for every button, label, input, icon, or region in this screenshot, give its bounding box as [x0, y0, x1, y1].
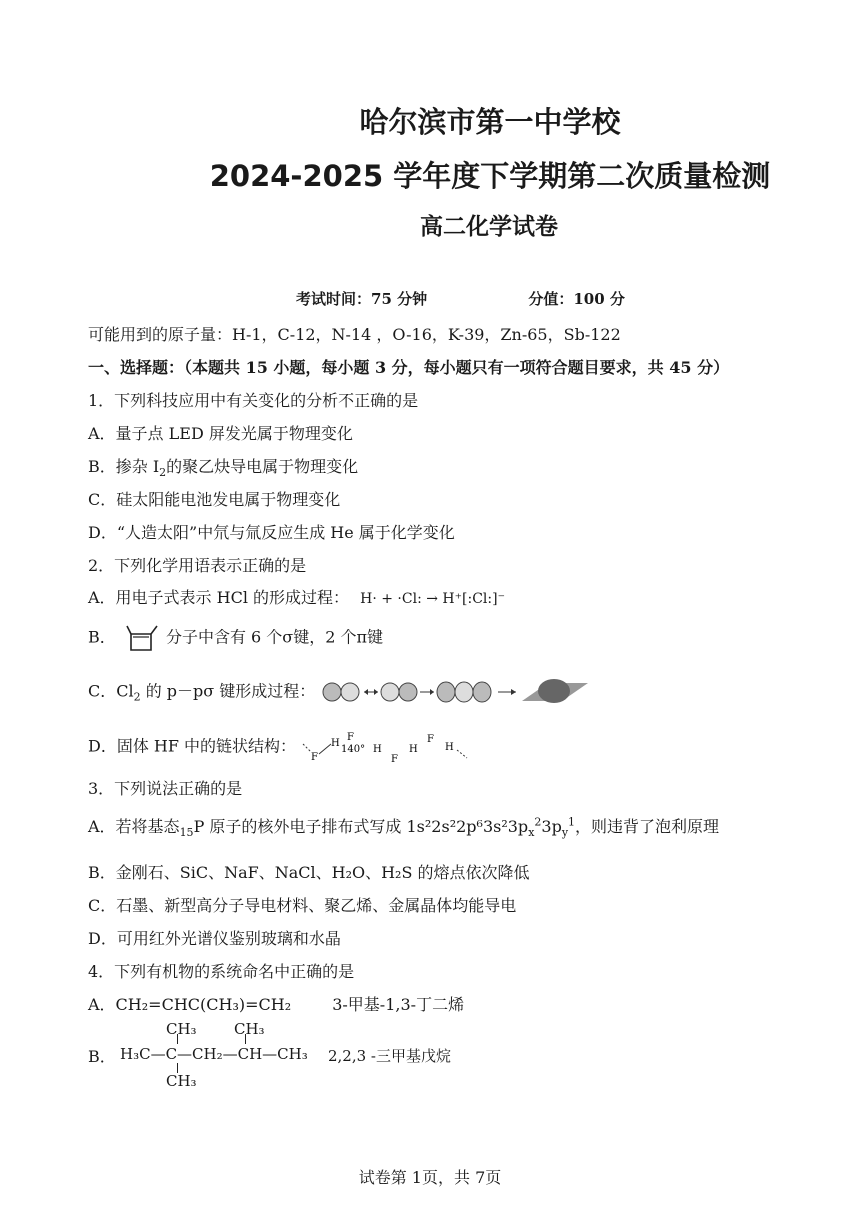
- q2-option-a: [88, 585, 505, 608]
- school-title: 哈尔滨市第一中学校: [359, 105, 621, 139]
- q1-option-a: A．量子点 LED 屏发光属于物理变化: [88, 424, 353, 443]
- atomic-masses: 可能用到的原子量：H-1，C-12，N-14 ，O-16，K-39，Zn-65，Sb-122: [88, 325, 621, 344]
- q2-c-sub: 2: [133, 690, 141, 704]
- svg-text:F: F: [347, 732, 355, 743]
- svg-text:H: H: [331, 738, 340, 749]
- q4-b-bond-top2: [245, 1034, 246, 1044]
- q3-option-d: D．可用红外光谱仪鉴别玻璃和水晶: [88, 929, 341, 948]
- p-orbital-overlap-diagram-icon: [320, 675, 590, 709]
- svg-text:F: F: [311, 752, 319, 763]
- q4-b-bond-top1: [177, 1034, 178, 1044]
- q1-b-sub: 2: [159, 466, 167, 480]
- q3-option-a: [88, 814, 719, 839]
- hf-angle-label: 140°: [341, 744, 366, 755]
- q2-stem: 2．下列化学用语表示正确的是: [88, 556, 307, 575]
- svg-text:H: H: [373, 744, 382, 755]
- q3-a-post: ，则违背了泡利原理: [575, 817, 720, 836]
- q3-a-py: 3p: [541, 817, 562, 836]
- q4-b-name: 2,2,3 -三甲基戊烷: [328, 1047, 452, 1065]
- q4-b-ch3-bottom: CH₃: [166, 1072, 197, 1090]
- exam-meta: [296, 288, 625, 309]
- q3-option-b: B．金刚石、SiC、NaF、NaCl、H₂O、H₂S 的熔点依次降低: [88, 863, 530, 882]
- q3-option-c: C．石墨、新型高分子导电材料、聚乙烯、金属晶体均能导电: [88, 896, 517, 915]
- q4-a-name: 3-甲基-1,3-丁二烯: [332, 995, 465, 1014]
- q3-a-py-exp: 1: [568, 815, 576, 829]
- q4-b-label: B．: [88, 1047, 116, 1066]
- q1-option-b: [88, 454, 358, 479]
- q3-stem: 3．下列说法正确的是: [88, 779, 243, 798]
- section-heading: 一、选择题：（本题共 15 小题，每小题 3 分，每小题只有一项符合题目要求，共 45 分）: [88, 358, 730, 377]
- cyclobutene-structure-icon: [121, 622, 161, 654]
- q3-a-mid: P 原子的核外电子排布式写成 1s²2s²2p⁶3s²3p: [193, 817, 529, 836]
- q1-option-d: D．“人造太阳”中氘与氚反应生成 He 属于化学变化: [88, 523, 455, 542]
- q2-c-pre: C．Cl: [88, 681, 134, 701]
- page-footer: 试卷第 1页，共 7页: [358, 1168, 502, 1187]
- q4-option-a: [88, 992, 464, 1015]
- q1-stem: 1．下列科技应用中有关变化的分析不正确的是: [88, 391, 419, 410]
- svg-text:H: H: [409, 744, 418, 755]
- q1-b-post: 的聚乙炔导电属于物理变化: [166, 457, 359, 476]
- q2-b-label: B．: [88, 627, 116, 647]
- q4-b-ch3-top1: CH₃: [166, 1020, 197, 1038]
- q2-c-post: 的 p－pσ 键形成过程：: [140, 681, 316, 701]
- svg-text:F: F: [427, 734, 435, 745]
- exam-time: 考试时间：75 分钟: [296, 290, 428, 308]
- q2-b-text: 分子中含有 6 个σ键，2 个π键: [165, 627, 384, 647]
- q2-d-text: D．固体 HF 中的链状结构：: [88, 736, 297, 756]
- q4-b-ch3-top2: CH₃: [234, 1020, 265, 1038]
- q2-option-d: [88, 730, 481, 764]
- subject-title: 高二化学试卷: [420, 214, 558, 240]
- q3-a-pre: A．若将基态: [88, 817, 180, 836]
- q3-a-px: x: [528, 826, 535, 840]
- q2-a-formula: H· + ·Cl: → H⁺[:Cl:]⁻: [360, 591, 505, 607]
- q1-b-pre: B．掺杂 I: [88, 457, 160, 476]
- q3-a-px-exp: 2: [534, 815, 542, 829]
- svg-text:H: H: [445, 742, 454, 753]
- q4-stem: 4．下列有机物的系统命名中正确的是: [88, 962, 355, 981]
- q2-option-b: [88, 622, 383, 654]
- q3-a-py-sub: y: [561, 826, 569, 840]
- hf-chain-structure-icon: [301, 730, 481, 764]
- q2-a-text: A．用电子式表示 HCl 的形成过程：: [88, 588, 350, 607]
- q4-a-formula: A．CH₂=CHC(CH₃)=CH₂: [88, 995, 292, 1014]
- q1-option-c: C．硅太阳能电池发电属于物理变化: [88, 490, 341, 509]
- q3-a-nuclide: 15: [179, 826, 194, 840]
- q4-option-b: [88, 1020, 508, 1092]
- svg-text:F: F: [391, 754, 399, 764]
- exam-title: 2024-2025 学年度下学期第二次质量检测: [209, 159, 771, 193]
- q4-b-main-chain: H₃C—C—CH₂—CH—CH₃: [120, 1045, 308, 1063]
- q2-option-c: [88, 675, 590, 709]
- exam-score: 分值：100 分: [528, 290, 625, 308]
